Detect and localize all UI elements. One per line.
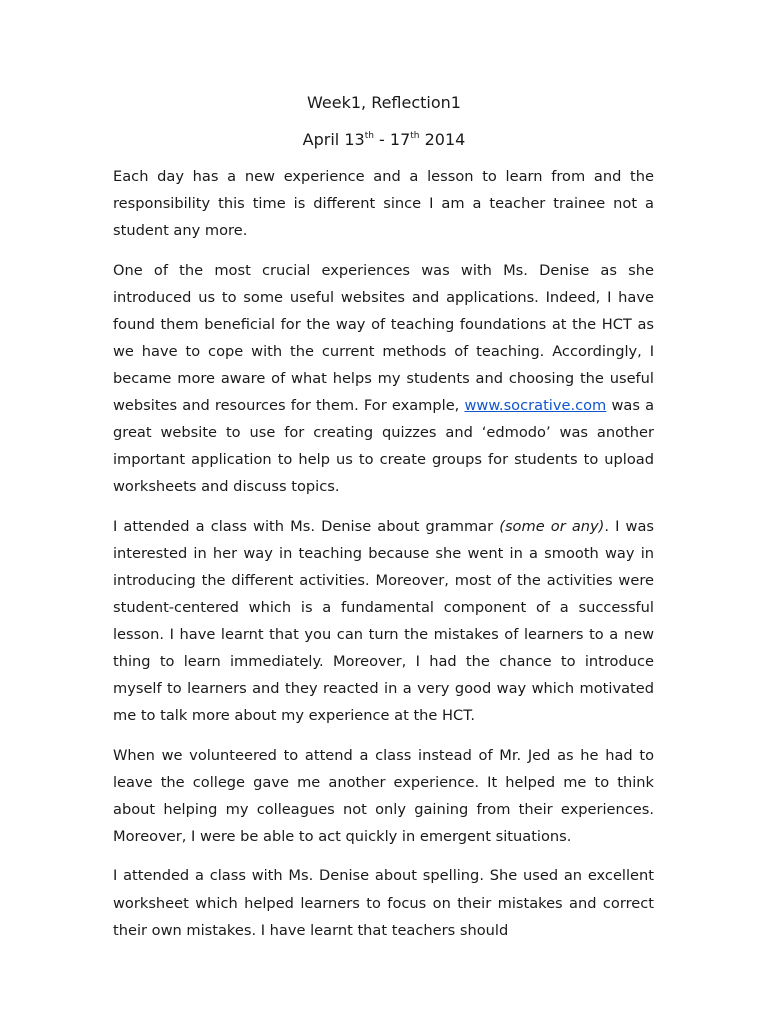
document-date: [0, 130, 768, 153]
paragraph-3-italic-text: (some or any): [499, 517, 605, 535]
date-end-day: 17: [389, 130, 411, 149]
date-end-suffix: th: [410, 131, 420, 141]
paragraph-4: When we volunteered to attend a class instead of Mr. Jed as he had to leave the college gave me another experience. It helped me to think about helping my colleagues not only gaining from their experiences. Moreover, I were be able to act quickly in emergent situations.: [113, 746, 654, 846]
date-start-suffix: th: [364, 131, 374, 141]
paragraph-2: [113, 257, 654, 501]
paragraph-3: [113, 513, 654, 730]
paragraph-2-text-start: One of the most crucial experiences was with Ms. Denise as she introduced us to some useful websites and applications. Indeed, I have found them beneficial for the way of teaching foundations at the HCT as we have to cope with the current methods of teaching. Accordingly, I became more aware of what helps my students and choosing the useful websites and resources for them. For example,: [113, 261, 654, 415]
paragraph-2-text-end: was a great website to use for creating quizzes and ‘edmodo’ was another important application to help us to create groups for students to upload worksheets and discuss topics.: [113, 397, 655, 496]
title-text: Week1, Reflection1: [307, 93, 461, 112]
paragraph-3-text-start: I attended a class with Ms. Denise about grammar: [113, 517, 494, 535]
document-body: [113, 163, 654, 956]
paragraph-1: Each day has a new experience and a lesson to learn from and the responsibility this time is different since I am a teacher trainee not a student any more.: [113, 168, 654, 240]
paragraph-5: I attended a class with Ms. Denise about spelling. She used an excellent worksheet which helped learners to focus on their mistakes and correct their own mistakes. I have learnt that teachers should: [113, 867, 654, 939]
date-month: April: [302, 130, 340, 149]
date-separator: -: [379, 130, 385, 149]
date-year: 2014: [424, 130, 466, 149]
date-start-day: 13: [344, 130, 365, 149]
paragraph-3-text-end: . I was interested in her way in teaching because she went in a smooth way in introducing the different activities. Moreover, most of the activities were student-centered which is a fundamental component of a successful lesson. I have learnt that you can turn the mistakes of learners to a new thing to learn immediately. Moreover, I had the chance to introduce myself to learners and they reacted in a very good way which motivated me to talk more about my experience at the HCT.: [113, 517, 655, 725]
socrative-link[interactable]: www.socrative.com: [464, 397, 607, 415]
document-title: [0, 93, 768, 113]
